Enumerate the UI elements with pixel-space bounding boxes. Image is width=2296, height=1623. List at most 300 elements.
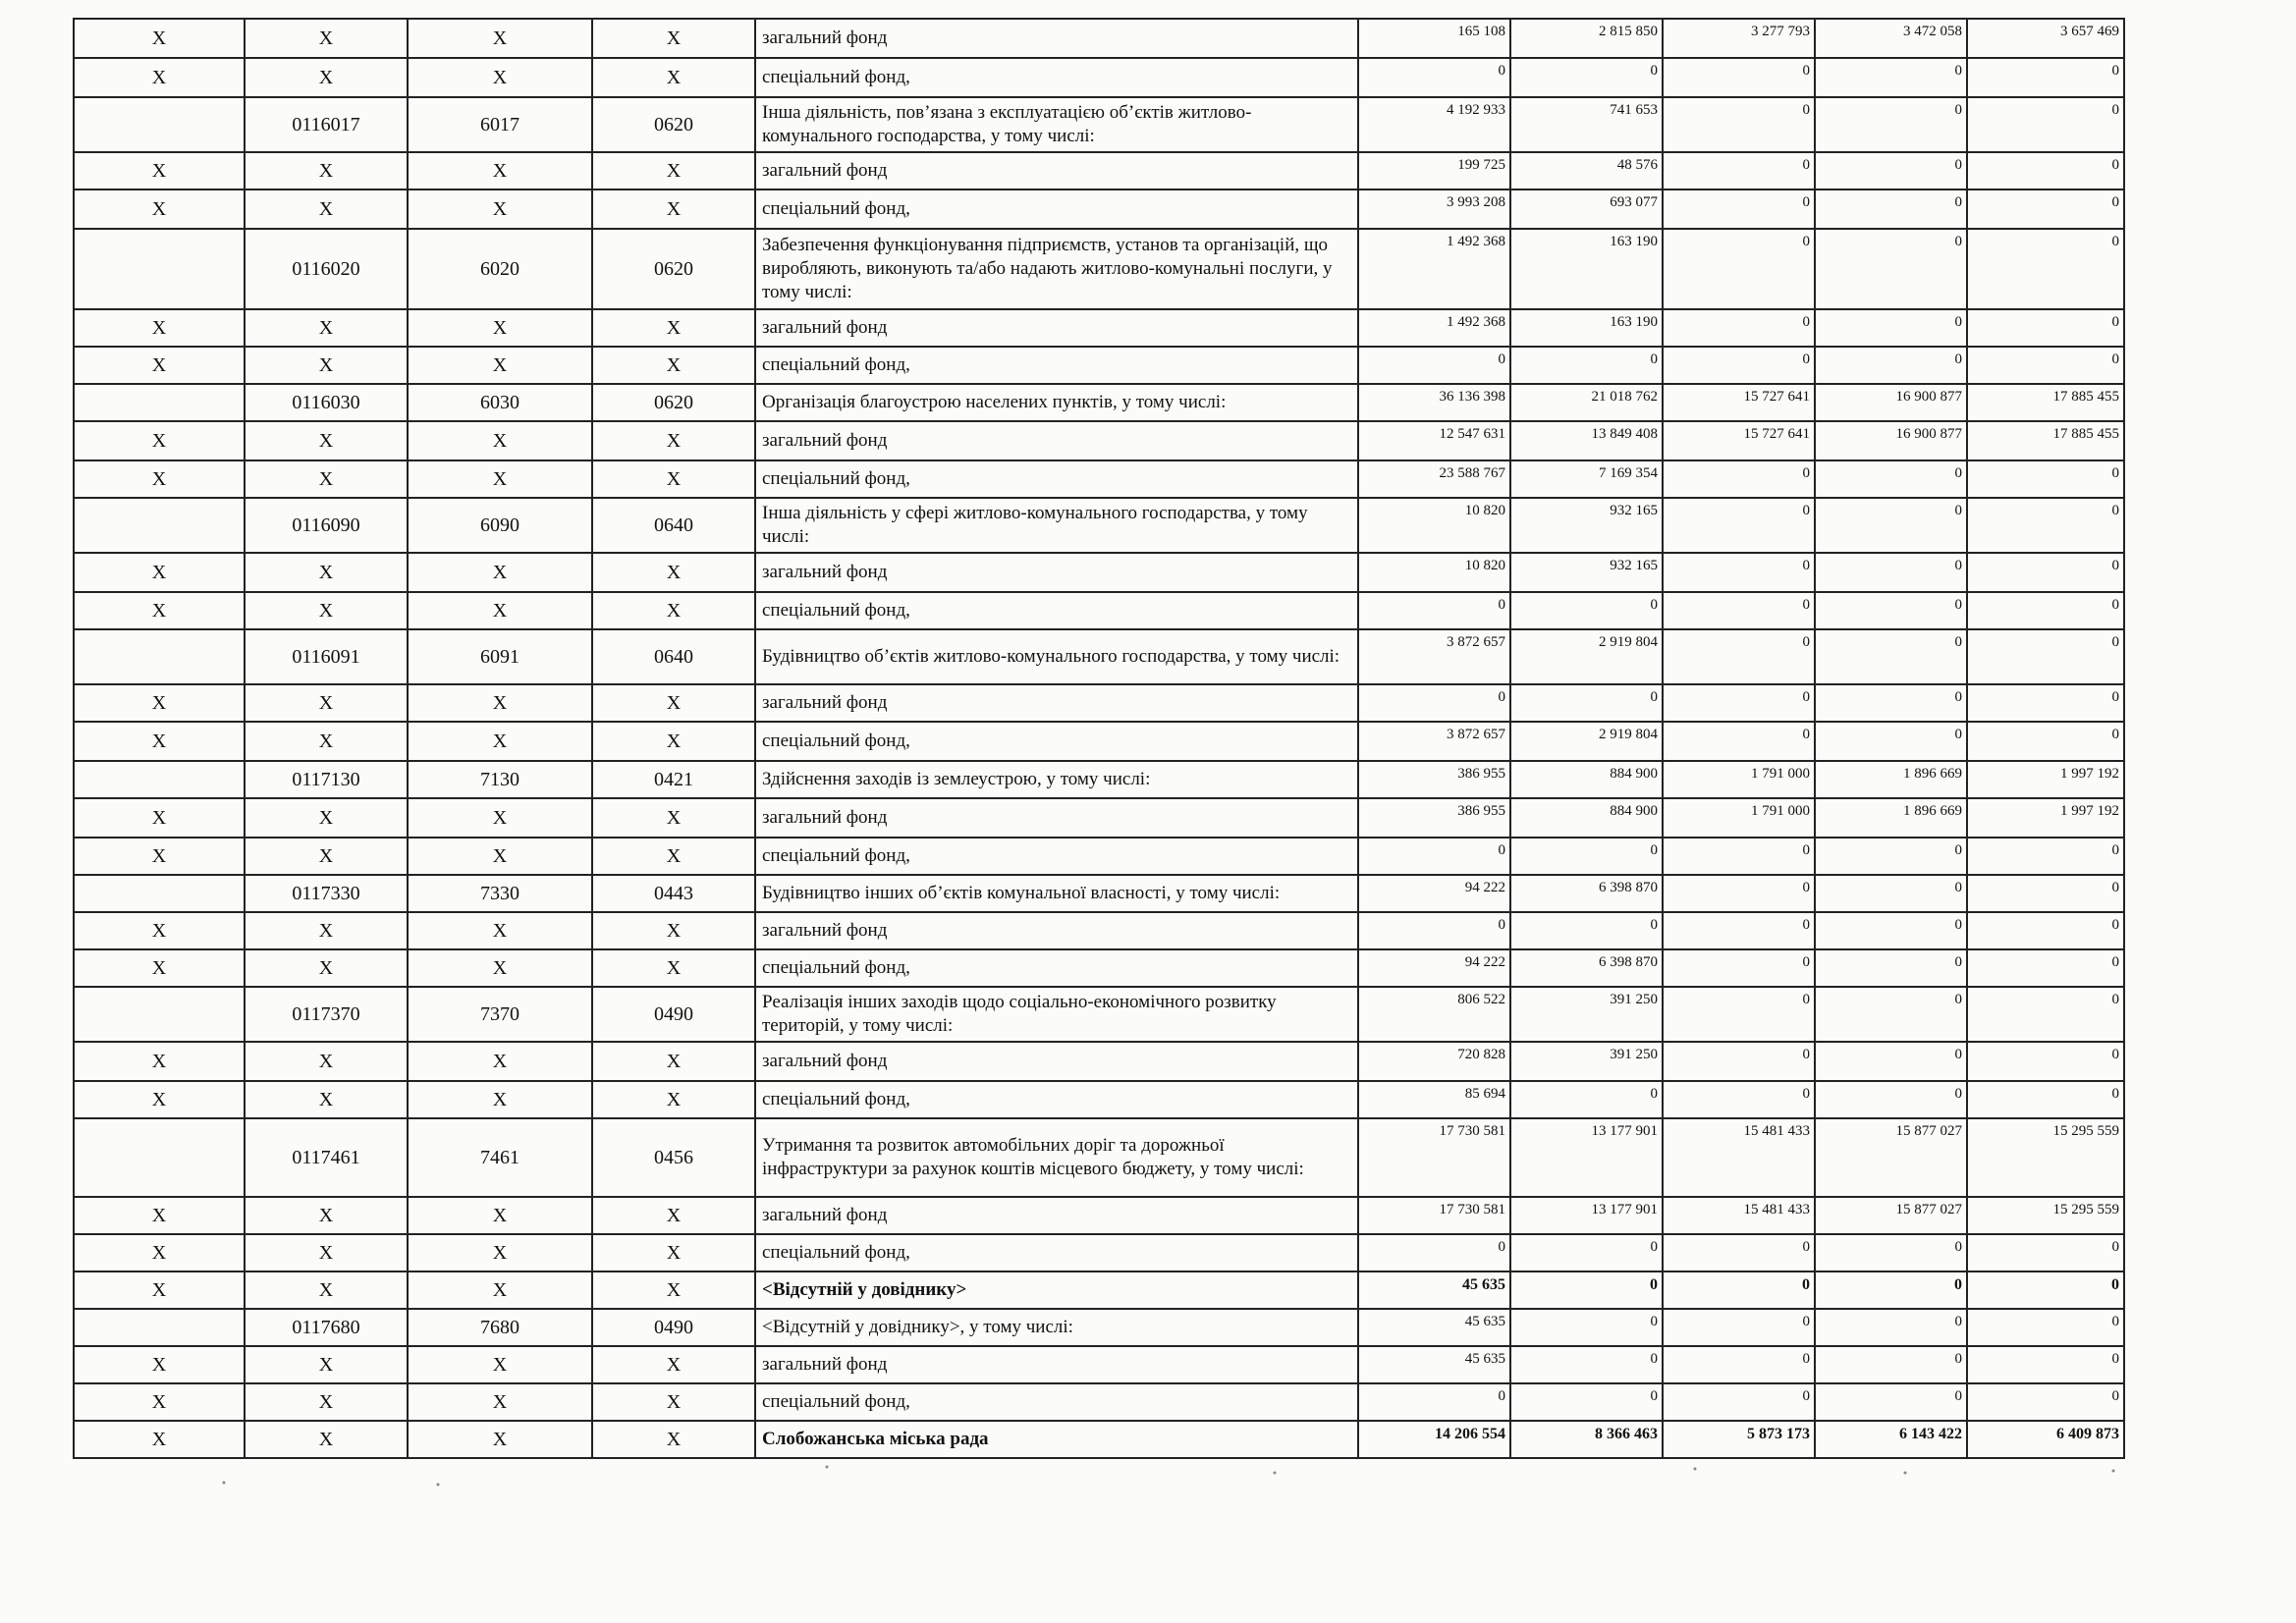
amount-cell-3: 0 [1663,58,1815,97]
program-marker-cell: X [74,347,245,384]
amount-cell-4: 16 900 877 [1815,384,1967,421]
amount-cell-2: 13 849 408 [1510,421,1663,460]
amount-cell-5: 0 [1967,460,2124,498]
kfkvk-cell: X [592,460,755,498]
amount-cell-4: 0 [1815,912,1967,949]
amount-cell-4: 0 [1815,987,1967,1042]
amount-cell-4: 0 [1815,553,1967,592]
tpkvk-cell: X [408,684,592,722]
kpkvk-cell: X [245,1234,408,1271]
tpkvk-cell: X [408,949,592,987]
program-marker-cell: X [74,1271,245,1309]
program-marker-cell: X [74,1346,245,1383]
amount-cell-5: 0 [1967,553,2124,592]
amount-cell-3: 0 [1663,1346,1815,1383]
description-cell: загальний фонд [755,798,1358,838]
amount-cell-1: 0 [1358,1234,1510,1271]
amount-cell-4: 0 [1815,1383,1967,1421]
amount-cell-4: 15 877 027 [1815,1118,1967,1197]
amount-cell-2: 0 [1510,1383,1663,1421]
description-cell: загальний фонд [755,309,1358,347]
amount-cell-5: 0 [1967,592,2124,629]
program-marker-cell: X [74,684,245,722]
amount-cell-5: 0 [1967,1346,2124,1383]
kpkvk-cell: X [245,684,408,722]
description-cell: загальний фонд [755,553,1358,592]
kpkvk-cell: X [245,1081,408,1118]
description-cell: спеціальний фонд, [755,1234,1358,1271]
kfkvk-cell: X [592,798,755,838]
amount-cell-1: 1 492 368 [1358,309,1510,347]
amount-cell-2: 0 [1510,592,1663,629]
amount-cell-3: 0 [1663,347,1815,384]
amount-cell-3: 0 [1663,1042,1815,1081]
tpkvk-cell: X [408,347,592,384]
kpkvk-cell: X [245,421,408,460]
tpkvk-cell: X [408,152,592,189]
amount-cell-5: 15 295 559 [1967,1118,2124,1197]
program-marker-cell: X [74,152,245,189]
kfkvk-cell: X [592,1197,755,1234]
amount-cell-2: 0 [1510,58,1663,97]
amount-cell-1: 386 955 [1358,798,1510,838]
amount-cell-5: 0 [1967,1271,2124,1309]
program-marker-cell: X [74,58,245,97]
kpkvk-cell: X [245,1383,408,1421]
amount-cell-2: 884 900 [1510,798,1663,838]
kpkvk-cell: X [245,1042,408,1081]
program-marker-cell [74,498,245,553]
kfkvk-cell: X [592,1421,755,1458]
program-marker-cell [74,97,245,152]
description-cell: Будівництво об’єктів житлово-комунального господарства, у тому числі: [755,629,1358,684]
amount-cell-2: 6 398 870 [1510,875,1663,912]
amount-cell-1: 23 588 767 [1358,460,1510,498]
kpkvk-cell: X [245,152,408,189]
amount-cell-2: 13 177 901 [1510,1197,1663,1234]
amount-cell-3: 15 727 641 [1663,421,1815,460]
kfkvk-cell: 0421 [592,761,755,798]
amount-cell-1: 4 192 933 [1358,97,1510,152]
amount-cell-3: 0 [1663,722,1815,761]
description-cell: <Відсутній у довіднику>, у тому числі: [755,1309,1358,1346]
amount-cell-1: 10 820 [1358,553,1510,592]
amount-cell-5: 0 [1967,152,2124,189]
kpkvk-cell: X [245,309,408,347]
amount-cell-4: 0 [1815,229,1967,309]
amount-cell-4: 0 [1815,460,1967,498]
description-cell: спеціальний фонд, [755,722,1358,761]
amount-cell-5: 0 [1967,229,2124,309]
table-row [74,1234,2124,1271]
kfkvk-cell: X [592,553,755,592]
kpkvk-cell: X [245,1197,408,1234]
table-row [74,987,2124,1042]
description-cell: загальний фонд [755,152,1358,189]
table-row [74,498,2124,553]
tpkvk-cell: X [408,189,592,229]
tpkvk-cell: X [408,798,592,838]
amount-cell-2: 0 [1510,347,1663,384]
table-row [74,949,2124,987]
amount-cell-3: 0 [1663,553,1815,592]
table-row [74,1118,2124,1197]
amount-cell-3: 0 [1663,1309,1815,1346]
amount-cell-3: 0 [1663,460,1815,498]
amount-cell-2: 8 366 463 [1510,1421,1663,1458]
tpkvk-cell: X [408,1346,592,1383]
amount-cell-5: 6 409 873 [1967,1421,2124,1458]
kpkvk-cell: X [245,19,408,58]
amount-cell-4: 1 896 669 [1815,798,1967,838]
kpkvk-cell: X [245,838,408,875]
tpkvk-cell: X [408,421,592,460]
amount-cell-3: 0 [1663,189,1815,229]
amount-cell-1: 45 635 [1358,1271,1510,1309]
program-marker-cell: X [74,798,245,838]
amount-cell-5: 0 [1967,97,2124,152]
tpkvk-cell: X [408,553,592,592]
amount-cell-3: 0 [1663,875,1815,912]
amount-cell-4: 1 896 669 [1815,761,1967,798]
amount-cell-1: 165 108 [1358,19,1510,58]
table-row [74,798,2124,838]
kfkvk-cell: X [592,58,755,97]
amount-cell-4: 0 [1815,592,1967,629]
description-cell: Інша діяльність у сфері житлово-комунального господарства, у тому числі: [755,498,1358,553]
amount-cell-3: 15 727 641 [1663,384,1815,421]
description-cell: загальний фонд [755,684,1358,722]
description-cell: загальний фонд [755,1042,1358,1081]
amount-cell-1: 0 [1358,347,1510,384]
amount-cell-1: 386 955 [1358,761,1510,798]
description-cell: спеціальний фонд, [755,838,1358,875]
tpkvk-cell: X [408,19,592,58]
amount-cell-3: 15 481 433 [1663,1197,1815,1234]
description-cell: спеціальний фонд, [755,592,1358,629]
kfkvk-cell: 0620 [592,384,755,421]
amount-cell-2: 2 815 850 [1510,19,1663,58]
kpkvk-cell: X [245,58,408,97]
description-cell: Організація благоустрою населених пунктів, у тому числі: [755,384,1358,421]
budget-table [73,18,2125,1459]
amount-cell-3: 0 [1663,97,1815,152]
kpkvk-cell: 0116017 [245,97,408,152]
program-marker-cell [74,384,245,421]
amount-cell-2: 932 165 [1510,553,1663,592]
program-marker-cell [74,229,245,309]
table-row [74,347,2124,384]
amount-cell-5: 0 [1967,1081,2124,1118]
amount-cell-3: 0 [1663,1383,1815,1421]
description-cell: спеціальний фонд, [755,189,1358,229]
amount-cell-2: 693 077 [1510,189,1663,229]
tpkvk-cell: X [408,58,592,97]
amount-cell-1: 45 635 [1358,1309,1510,1346]
program-marker-cell [74,761,245,798]
amount-cell-1: 0 [1358,1383,1510,1421]
kfkvk-cell: X [592,912,755,949]
table-row [74,421,2124,460]
kpkvk-cell: X [245,1271,408,1309]
tpkvk-cell: 6017 [408,97,592,152]
program-marker-cell: X [74,1197,245,1234]
kfkvk-cell: X [592,189,755,229]
table-row [74,58,2124,97]
description-cell: загальний фонд [755,19,1358,58]
kfkvk-cell: 0443 [592,875,755,912]
amount-cell-1: 12 547 631 [1358,421,1510,460]
amount-cell-5: 0 [1967,189,2124,229]
program-marker-cell: X [74,1234,245,1271]
description-cell: Слобожанська міська рада [755,1421,1358,1458]
amount-cell-3: 0 [1663,1271,1815,1309]
amount-cell-2: 741 653 [1510,97,1663,152]
amount-cell-5: 0 [1967,58,2124,97]
kpkvk-cell: X [245,460,408,498]
kfkvk-cell: 0490 [592,1309,755,1346]
amount-cell-5: 0 [1967,987,2124,1042]
amount-cell-3: 0 [1663,309,1815,347]
amount-cell-2: 13 177 901 [1510,1118,1663,1197]
amount-cell-1: 0 [1358,592,1510,629]
amount-cell-3: 0 [1663,152,1815,189]
amount-cell-3: 0 [1663,498,1815,553]
kfkvk-cell: X [592,152,755,189]
kpkvk-cell: X [245,722,408,761]
amount-cell-1: 36 136 398 [1358,384,1510,421]
amount-cell-3: 0 [1663,592,1815,629]
amount-cell-1: 45 635 [1358,1346,1510,1383]
amount-cell-2: 0 [1510,1081,1663,1118]
program-marker-cell: X [74,19,245,58]
amount-cell-1: 17 730 581 [1358,1118,1510,1197]
amount-cell-3: 0 [1663,912,1815,949]
amount-cell-1: 3 872 657 [1358,722,1510,761]
description-cell: спеціальний фонд, [755,1383,1358,1421]
description-cell: загальний фонд [755,421,1358,460]
description-cell: Здійснення заходів із землеустрою, у тому числі: [755,761,1358,798]
table-row [74,19,2124,58]
description-cell: <Відсутній у довіднику> [755,1271,1358,1309]
amount-cell-4: 0 [1815,1271,1967,1309]
description-cell: Будівництво інших об’єктів комунальної власності, у тому числі: [755,875,1358,912]
amount-cell-5: 0 [1967,1383,2124,1421]
kpkvk-cell: 0117130 [245,761,408,798]
kfkvk-cell: 0490 [592,987,755,1042]
amount-cell-4: 6 143 422 [1815,1421,1967,1458]
program-marker-cell: X [74,1421,245,1458]
amount-cell-1: 0 [1358,912,1510,949]
kpkvk-cell: X [245,1346,408,1383]
table-row [74,1383,2124,1421]
kfkvk-cell: X [592,838,755,875]
amount-cell-5: 0 [1967,1309,2124,1346]
program-marker-cell: X [74,421,245,460]
program-marker-cell: X [74,189,245,229]
tpkvk-cell: 6090 [408,498,592,553]
kfkvk-cell: 0620 [592,229,755,309]
program-marker-cell: X [74,912,245,949]
amount-cell-4: 0 [1815,498,1967,553]
kfkvk-cell: X [592,1234,755,1271]
table-row [74,1271,2124,1309]
description-cell: Забезпечення функціонування підприємств, установ та організацій, що виробляють, виконують та/або надають житлово-комунальні послуги, у тому числі: [755,229,1358,309]
amount-cell-4: 0 [1815,1081,1967,1118]
amount-cell-2: 391 250 [1510,987,1663,1042]
kfkvk-cell: X [592,949,755,987]
amount-cell-5: 0 [1967,949,2124,987]
amount-cell-5: 0 [1967,875,2124,912]
program-marker-cell: X [74,553,245,592]
amount-cell-1: 14 206 554 [1358,1421,1510,1458]
table-row [74,592,2124,629]
kpkvk-cell: 0117461 [245,1118,408,1197]
kfkvk-cell: 0640 [592,629,755,684]
tpkvk-cell: X [408,1081,592,1118]
program-marker-cell [74,1309,245,1346]
amount-cell-5: 0 [1967,309,2124,347]
amount-cell-1: 94 222 [1358,949,1510,987]
kfkvk-cell: X [592,1271,755,1309]
description-cell: загальний фонд [755,1197,1358,1234]
tpkvk-cell: X [408,1271,592,1309]
amount-cell-1: 199 725 [1358,152,1510,189]
kpkvk-cell: 0116020 [245,229,408,309]
program-marker-cell: X [74,722,245,761]
amount-cell-3: 0 [1663,987,1815,1042]
table-row [74,722,2124,761]
amount-cell-2: 48 576 [1510,152,1663,189]
kfkvk-cell: 0640 [592,498,755,553]
amount-cell-5: 0 [1967,684,2124,722]
program-marker-cell: X [74,1081,245,1118]
amount-cell-5: 15 295 559 [1967,1197,2124,1234]
program-marker-cell: X [74,309,245,347]
description-cell: спеціальний фонд, [755,460,1358,498]
table-row [74,189,2124,229]
table-row [74,875,2124,912]
program-marker-cell: X [74,1042,245,1081]
amount-cell-3: 0 [1663,229,1815,309]
amount-cell-5: 0 [1967,1234,2124,1271]
amount-cell-3: 0 [1663,838,1815,875]
amount-cell-5: 1 997 192 [1967,798,2124,838]
kpkvk-cell: X [245,553,408,592]
tpkvk-cell: X [408,838,592,875]
amount-cell-4: 0 [1815,97,1967,152]
amount-cell-2: 0 [1510,1234,1663,1271]
kpkvk-cell: 0116091 [245,629,408,684]
kpkvk-cell: X [245,949,408,987]
table-row [74,1421,2124,1458]
kfkvk-cell: X [592,722,755,761]
kpkvk-cell: 0117370 [245,987,408,1042]
amount-cell-5: 0 [1967,912,2124,949]
amount-cell-5: 0 [1967,838,2124,875]
tpkvk-cell: X [408,1042,592,1081]
amount-cell-3: 0 [1663,684,1815,722]
kpkvk-cell: X [245,912,408,949]
program-marker-cell: X [74,949,245,987]
amount-cell-4: 0 [1815,629,1967,684]
kfkvk-cell: X [592,684,755,722]
amount-cell-2: 0 [1510,1309,1663,1346]
table-row [74,1309,2124,1346]
table-row [74,1197,2124,1234]
amount-cell-1: 94 222 [1358,875,1510,912]
amount-cell-4: 0 [1815,189,1967,229]
kfkvk-cell: X [592,1042,755,1081]
table-row [74,1346,2124,1383]
budget-table-page [73,18,2125,1459]
kfkvk-cell: X [592,1346,755,1383]
kfkvk-cell: X [592,421,755,460]
amount-cell-2: 932 165 [1510,498,1663,553]
amount-cell-3: 1 791 000 [1663,798,1815,838]
amount-cell-1: 10 820 [1358,498,1510,553]
kpkvk-cell: 0116090 [245,498,408,553]
tpkvk-cell: 6030 [408,384,592,421]
tpkvk-cell: X [408,722,592,761]
amount-cell-1: 0 [1358,684,1510,722]
tpkvk-cell: X [408,1383,592,1421]
amount-cell-1: 3 872 657 [1358,629,1510,684]
amount-cell-5: 0 [1967,347,2124,384]
description-cell: спеціальний фонд, [755,347,1358,384]
tpkvk-cell: X [408,309,592,347]
amount-cell-1: 806 522 [1358,987,1510,1042]
table-row [74,1042,2124,1081]
amount-cell-4: 0 [1815,875,1967,912]
program-marker-cell [74,875,245,912]
table-row [74,309,2124,347]
amount-cell-3: 0 [1663,1234,1815,1271]
amount-cell-2: 0 [1510,684,1663,722]
kfkvk-cell: X [592,592,755,629]
tpkvk-cell: X [408,592,592,629]
table-row [74,553,2124,592]
description-cell: спеціальний фонд, [755,949,1358,987]
amount-cell-2: 7 169 354 [1510,460,1663,498]
amount-cell-5: 0 [1967,722,2124,761]
amount-cell-4: 15 877 027 [1815,1197,1967,1234]
amount-cell-2: 391 250 [1510,1042,1663,1081]
amount-cell-1: 3 993 208 [1358,189,1510,229]
description-cell: Інша діяльність, пов’язана з експлуатацією об’єктів житлово-комунального господарства, у тому числі: [755,97,1358,152]
program-marker-cell: X [74,460,245,498]
table-row [74,912,2124,949]
table-row [74,384,2124,421]
description-cell: загальний фонд [755,912,1358,949]
amount-cell-4: 0 [1815,684,1967,722]
description-cell: Реалізація інших заходів щодо соціально-економічного розвитку територій, у тому числі: [755,987,1358,1042]
amount-cell-3: 0 [1663,629,1815,684]
tpkvk-cell: X [408,1234,592,1271]
amount-cell-5: 17 885 455 [1967,384,2124,421]
kfkvk-cell: X [592,19,755,58]
amount-cell-4: 0 [1815,1234,1967,1271]
amount-cell-1: 0 [1358,58,1510,97]
tpkvk-cell: X [408,1421,592,1458]
amount-cell-4: 0 [1815,58,1967,97]
table-row [74,152,2124,189]
tpkvk-cell: X [408,912,592,949]
amount-cell-2: 0 [1510,1346,1663,1383]
amount-cell-4: 0 [1815,1309,1967,1346]
amount-cell-3: 5 873 173 [1663,1421,1815,1458]
description-cell: спеціальний фонд, [755,58,1358,97]
